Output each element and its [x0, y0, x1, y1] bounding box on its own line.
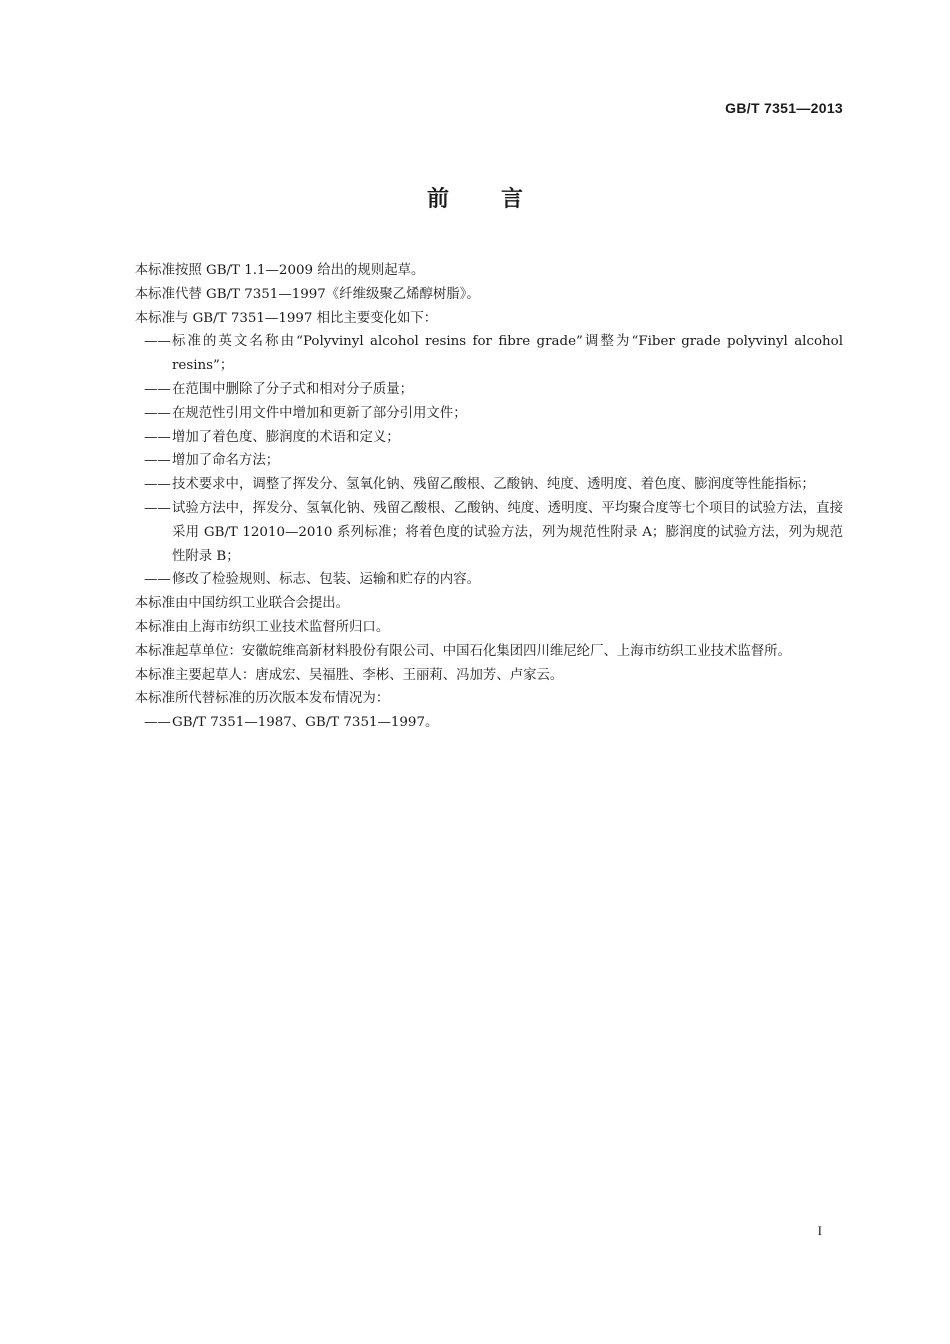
dash-marker: —— — [144, 500, 171, 516]
dash-marker: —— — [144, 381, 171, 397]
dash-marker: —— — [144, 334, 171, 350]
paragraph: 本标准主要起草人：唐成宏、吴福胜、李彬、王丽莉、冯加芳、卢家云。 — [134, 667, 564, 683]
paragraph: 本标准由中国纺织工业联合会提出。 — [134, 596, 350, 612]
change-item — [108, 402, 843, 426]
history-item — [108, 711, 843, 735]
paragraph: 本标准所代替标准的历次版本发布情况为： — [134, 691, 390, 707]
paragraph: 本标准与 GB/T 7351—1997 相比主要变化如下： — [134, 310, 438, 326]
dash-marker: —— — [144, 429, 171, 445]
change-item-text: 在范围中删除了分子式和相对分子质量； — [172, 381, 414, 397]
foreword-body — [108, 259, 843, 735]
dash-marker: —— — [144, 405, 171, 421]
standard-code-text: GB/T 7351—2013 — [725, 100, 843, 116]
change-item-text: 标准的英文名称由“Polyvinyl alcohol resins for fibre grade”调整为“Fiber grade polyvinyl alcohol resins”； — [172, 334, 843, 374]
page-number: I — [817, 1223, 822, 1238]
paragraph: 本标准起草单位：安徽皖维高新材料股份有限公司、中国石化集团四川维尼纶厂、上海市纺织工业技术监督所。 — [134, 643, 791, 659]
dash-marker: —— — [144, 715, 171, 731]
standard-code — [725, 100, 843, 116]
change-item-text: 技术要求中，调整了挥发分、氢氧化钠、残留乙酸根、乙酸钠、纯度、透明度、着色度、膨润度等性能指标； — [172, 477, 815, 493]
change-item — [108, 497, 843, 568]
dash-marker: —— — [144, 453, 171, 469]
change-item-text: 修改了检验规则、标志、包装、运输和贮存的内容。 — [172, 572, 480, 588]
change-item — [108, 449, 843, 473]
paragraph: 本标准由上海市纺织工业技术监督所归口。 — [134, 619, 390, 635]
change-item-text: 增加了命名方法； — [172, 453, 280, 469]
dash-marker: —— — [144, 477, 171, 493]
history-item-text: GB/T 7351—1987、GB/T 7351—1997。 — [172, 715, 439, 731]
change-item — [108, 426, 843, 450]
change-item-text: 增加了着色度、膨润度的术语和定义； — [172, 429, 400, 445]
change-item-text: 试验方法中，挥发分、氢氧化钠、残留乙酸根、乙酸钠、纯度、透明度、平均聚合度等七个项目的试验方法，直接采用 GB/T 12010—2010 系列标准；将着色度的试验方法，列为规范性附录 A；膨润度的试验方法，列为规范性附录 B； — [172, 500, 843, 564]
page-title: 前言 — [426, 187, 575, 212]
paragraph: 本标准代替 GB/T 7351—1997《纤维级聚乙烯醇树脂》。 — [134, 286, 480, 302]
dash-marker: —— — [144, 572, 171, 588]
paragraph: 本标准按照 GB/T 1.1—2009 给出的规则起草。 — [134, 263, 425, 278]
change-item — [108, 568, 843, 592]
change-item — [108, 378, 843, 402]
change-item-text: 在规范性引用文件中增加和更新了部分引用文件； — [172, 405, 467, 421]
change-item — [108, 473, 843, 497]
change-item — [108, 330, 843, 378]
